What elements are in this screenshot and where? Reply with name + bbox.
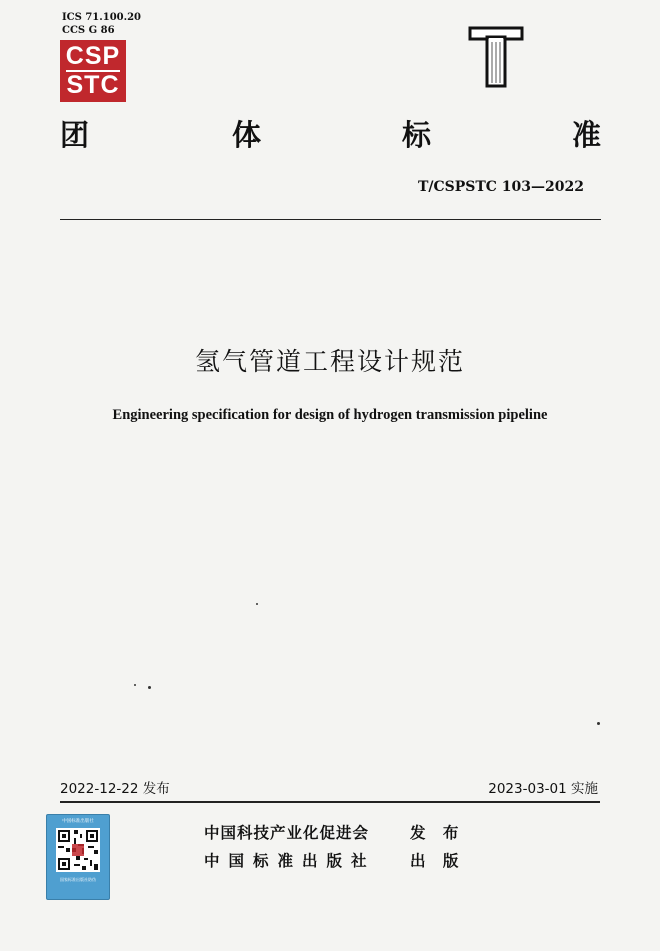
ics-code: ICS 71.100.20: [62, 12, 142, 23]
standard-type-letter-icon: [468, 26, 524, 88]
top-divider: [60, 219, 601, 220]
cspstc-logo: [60, 40, 126, 102]
publisher-org-1: 中国科技产业化促进会: [204, 824, 370, 842]
sticker-bottom-text: 国家标准出版社防伪: [60, 877, 96, 882]
bottom-divider: [60, 801, 600, 803]
speck: [148, 686, 151, 689]
header-char-3: 标: [402, 118, 432, 152]
logo-line-1: CSP: [65, 42, 121, 70]
implement-date: 2023-03-01 实施: [488, 781, 598, 797]
publisher-action-2: 出 版: [410, 852, 465, 870]
title-english: Engineering specification for design of hydrogen transmission pipeline: [112, 407, 548, 423]
logo-line-2: STC: [66, 71, 120, 99]
title-chinese: 氢气管道工程设计规范: [194, 347, 465, 376]
speck: [256, 603, 258, 605]
publish-date: 2022-12-22 发布: [60, 781, 170, 797]
speck: [597, 722, 600, 725]
header-char-2: 体: [232, 118, 262, 152]
anti-counterfeit-sticker: [46, 814, 110, 900]
header-char-1: 团: [60, 118, 90, 152]
speck: [134, 684, 136, 686]
standard-number: T/CSPSTC 103—2022: [417, 179, 584, 195]
ccs-code: CCS G 86: [62, 25, 115, 36]
header-char-4: 准: [572, 118, 602, 152]
publisher-org-2: 中国标准出版社: [204, 852, 376, 870]
qr-code-icon[interactable]: [56, 828, 100, 872]
sticker-top-text: 中国标准出版社: [62, 819, 94, 824]
publisher-action-1: 发 布: [410, 824, 465, 842]
